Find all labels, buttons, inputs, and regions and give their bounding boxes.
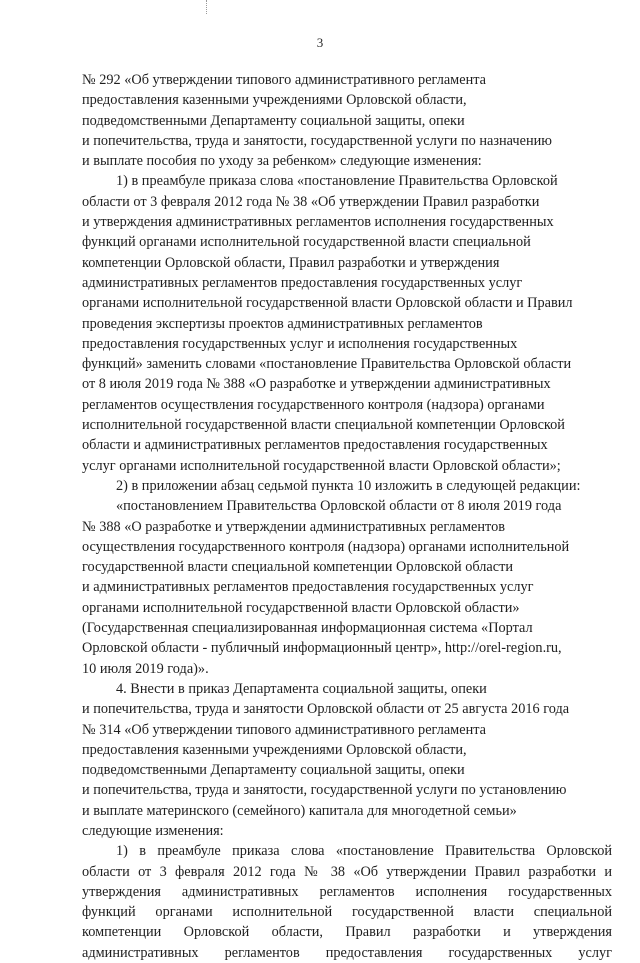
text-line: № 388 «О разработке и утверждении административных регламентов <box>82 518 505 535</box>
text-line: осуществления государственного контроля (надзора) органами исполнительной <box>82 538 570 555</box>
page-number: 3 <box>316 35 324 50</box>
paragraph-section-4 <box>82 679 612 841</box>
paragraph-section-4-item-1 <box>82 841 612 963</box>
text-line: (Государственная специализированная информационная система «Портал <box>82 620 533 637</box>
text-line: функций» заменить словами «постановление Правительства Орловской области <box>82 356 572 373</box>
text-line: и выплате материнского (семейного) капитала для многодетной семьи» <box>82 802 517 819</box>
text-line: компетенции Орловской области, Правил разработки и утверждения <box>82 254 500 271</box>
text-line: 10 июля 2019 года)». <box>82 660 209 677</box>
text-line: и утверждения административных регламентов исполнения государственных <box>82 214 554 231</box>
text-line: компетенции Орловской области, Правил разработки и утверждения <box>82 924 612 941</box>
text-line: подведомственными Департаменту социальной защиты, опеки <box>82 112 465 129</box>
text-line: и попечительства, труда и занятости Орловской области от 25 августа 2016 года <box>82 701 570 718</box>
text-line: подведомственными Департаменту социальной защиты, опеки <box>82 762 465 779</box>
text-line: области и административных регламентов предоставления государственных <box>82 437 548 454</box>
text-line: области от 3 февраля 2012 года № 38 «Об утверждении Правил разработки <box>82 193 540 210</box>
text-line: утверждения административных регламентов исполнения государственных <box>82 883 612 900</box>
text-line: от 8 июля 2019 года № 388 «О разработке и утверждении административных <box>82 376 551 393</box>
text-line: и попечительства, труда и занятости, государственной услуги по установлению <box>82 782 567 799</box>
text-line: функций органами исполнительной государственной власти специальной <box>82 904 612 921</box>
scan-mark <box>206 0 208 14</box>
text-line: исполнительной государственной власти специальной компетенции Орловской <box>82 417 565 434</box>
text-line: государственной власти специальной компетенции Орловской области <box>82 559 513 576</box>
text-line: и административных регламентов предоставления государственных услуг <box>82 579 534 596</box>
text-line: 2) в приложении абзац седьмой пункта 10 изложить в следующей редакции: <box>116 477 581 494</box>
text-line: административных регламентов предоставления государственных услуг <box>82 274 523 291</box>
paragraph-item-1-preamble <box>82 171 612 475</box>
paragraph-continuation <box>82 70 612 171</box>
text-line: предоставления казенными учреждениями Орловской области, <box>82 741 467 758</box>
text-line: № 314 «Об утверждении типового административного регламента <box>82 721 486 738</box>
text-line: органами исполнительной государственной власти Орловской области и Правил <box>82 295 573 312</box>
text-line: услуг органами исполнительной государственной власти Орловской области»; <box>82 457 561 474</box>
document-body <box>82 70 612 963</box>
text-line: 4. Внести в приказ Департамента социальной защиты, опеки <box>116 680 487 697</box>
paragraph-item-2-appendix <box>82 476 612 496</box>
text-line: и выплате пособия по уходу за ребенком» следующие изменения: <box>82 153 482 170</box>
text-line: предоставления государственных услуг и исполнения государственных <box>82 335 518 352</box>
text-line: области от 3 февраля 2012 года № 38 «Об утверждении Правил разработки и <box>82 863 612 880</box>
text-line: следующие изменения: <box>82 822 224 839</box>
text-line: «постановлением Правительства Орловской области от 8 июля 2019 года <box>116 498 562 515</box>
text-line: 1) в преамбуле приказа слова «постановление Правительства Орловской <box>116 173 558 190</box>
text-line: регламентов осуществления государственного контроля (надзора) органами <box>82 396 545 413</box>
text-line: 1) в преамбуле приказа слова «постановление Правительства Орловской <box>116 843 612 860</box>
text-line: административных регламентов предоставления государственных услуг <box>82 944 612 961</box>
paragraph-quoted-edition <box>82 496 612 679</box>
text-line: и попечительства, труда и занятости, государственной услуги по назначению <box>82 132 552 149</box>
text-line: органами исполнительной государственной власти Орловской области» <box>82 599 520 616</box>
text-line: проведения экспертизы проектов административных регламентов <box>82 315 483 332</box>
text-line: Орловской области - публичный информационный центр», http://orel-region.ru, <box>82 640 562 657</box>
text-line: функций органами исполнительной государственной власти специальной <box>82 234 531 251</box>
text-line: предоставления казенными учреждениями Орловской области, <box>82 92 467 109</box>
text-line: № 292 «Об утверждении типового административного регламента <box>82 72 486 88</box>
